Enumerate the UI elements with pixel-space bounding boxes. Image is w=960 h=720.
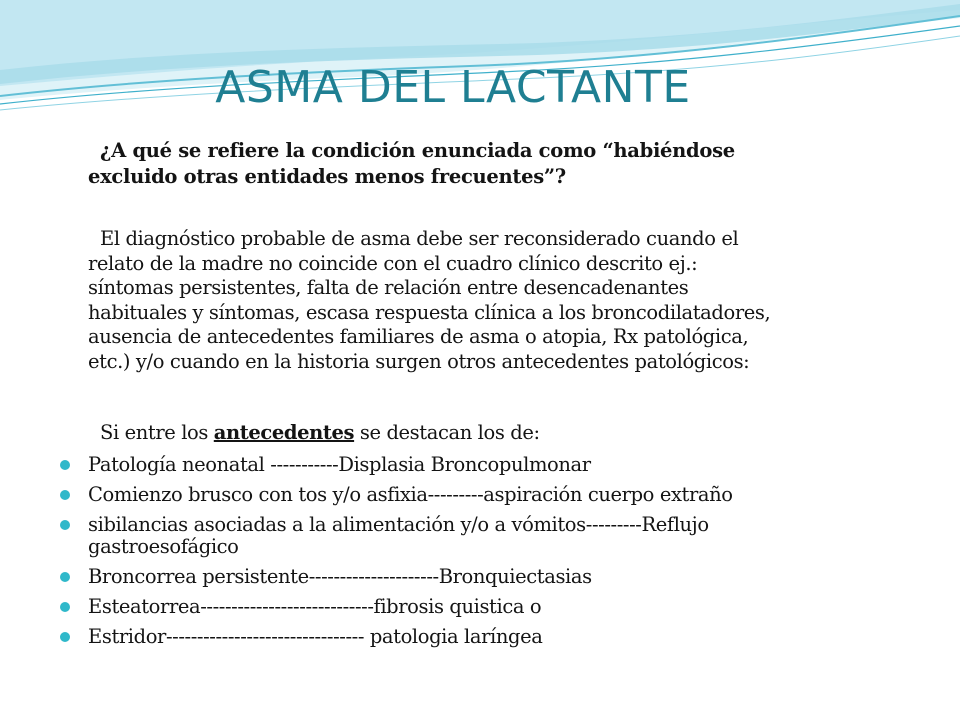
bullet-dot-icon xyxy=(60,490,70,500)
intro-after: se destacan los de: xyxy=(354,421,540,444)
diagnosis-paragraph xyxy=(88,227,770,374)
bullet-dot-icon xyxy=(60,520,70,530)
bullet-dot-icon xyxy=(60,632,70,642)
list-item: sibilancias asociadas a la alimentación y/o a vómitos---------Reflujo gastroesofágico xyxy=(60,514,733,558)
diagnosis-line: ausencia de antecedentes familiares de asma o atopia, Rx patológica, xyxy=(88,325,749,348)
diagnosis-line: El diagnóstico probable de asma debe ser reconsiderado cuando el xyxy=(100,227,739,250)
antecedents-intro xyxy=(100,421,540,444)
bullet-dot-icon xyxy=(60,572,70,582)
diagnosis-line: habituales y síntomas, escasa respuesta clínica a los broncodilatadores, xyxy=(88,300,771,324)
antecedents-list xyxy=(60,454,733,656)
list-item: Patología neonatal -----------Displasia Broncopulmonar xyxy=(60,454,733,476)
question-line: excluido otras entidades menos frecuentes”? xyxy=(88,165,566,188)
slide-title: ASMA DEL LACTANTE xyxy=(215,62,691,113)
list-item: Broncorrea persistente---------------------Bronquiectasias xyxy=(60,566,733,588)
diagnosis-line: relato de la madre no coincide con el cuadro clínico descrito ej.: xyxy=(88,251,698,275)
question-paragraph xyxy=(88,138,735,190)
diagnosis-line: síntomas persistentes, falta de relación entre desencadenantes xyxy=(88,276,689,299)
list-item: Esteatorrea----------------------------fibrosis quistica o xyxy=(60,596,733,618)
list-item: Estridor-------------------------------- patologia laríngea xyxy=(60,626,733,648)
bullet-dot-icon xyxy=(60,460,70,470)
question-line: ¿A qué se refiere la condición enunciada como “habiéndose xyxy=(100,139,735,162)
intro-before: Si entre los xyxy=(100,421,214,444)
list-item: Comienzo brusco con tos y/o asfixia---------aspiración cuerpo extraño xyxy=(60,484,733,506)
bullet-dot-icon xyxy=(60,602,70,612)
diagnosis-line: etc.) y/o cuando en la historia surgen otros antecedentes patológicos: xyxy=(88,349,750,373)
intro-keyword: antecedentes xyxy=(213,421,355,444)
